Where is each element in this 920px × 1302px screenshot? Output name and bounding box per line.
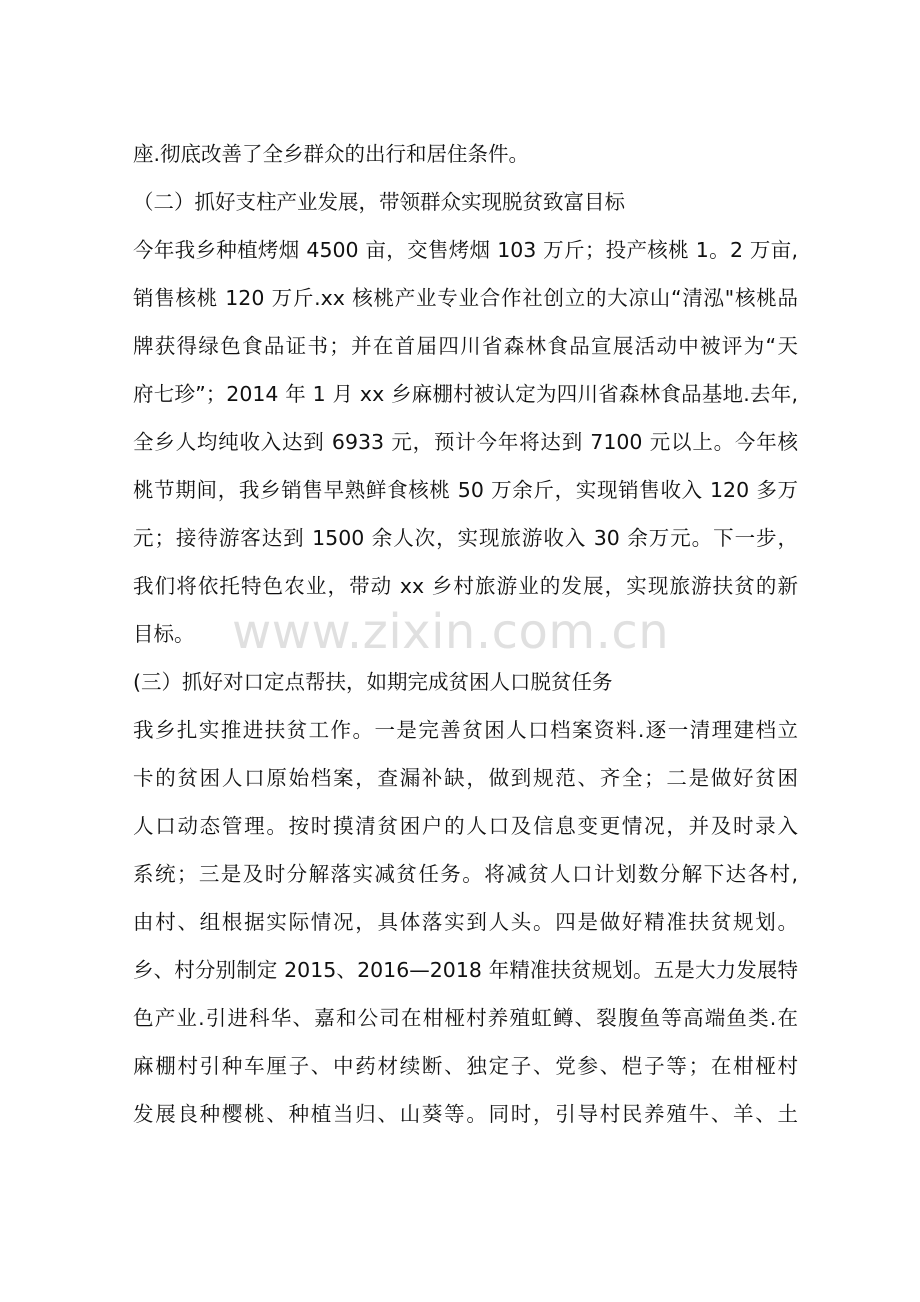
text-line: 我们将依托特色农业，带动 xx 乡村旅游业的发展，实现旅游扶贫的新 <box>133 574 798 598</box>
text-line: 色产业.引进科华、嘉和公司在柑桠村养殖虹鳟、裂腹鱼等高端鱼类.在 <box>133 1006 798 1030</box>
text-line: 由村、组根据实际情况，具体落实到人头。四是做好精准扶贫规划。 <box>133 910 798 934</box>
text-line: (三）抓好对口定点帮扶，如期完成贫困人口脱贫任务 <box>133 670 613 694</box>
watermark: www.zixin.com.cn <box>232 604 670 660</box>
text-line: （二）抓好支柱产业发展，带领群众实现脱贫致富目标 <box>133 190 625 214</box>
text-line: 销售核桃 120 万斤.xx 核桃产业专业合作社创立的大凉山“清泓"核桃品 <box>133 286 798 310</box>
text-line: 今年我乡种植烤烟 4500 亩，交售烤烟 103 万斤；投产核桃 1。2 万亩, <box>133 238 798 262</box>
text-line: 牌获得绿色食品证书；并在首届四川省森林食品宣展活动中被评为“天 <box>133 334 798 358</box>
text-line: 桃节期间，我乡销售早熟鲜食核桃 50 万余斤，实现销售收入 120 多万 <box>133 478 798 502</box>
document-body <box>133 130 798 1138</box>
text-line: 人口动态管理。按时摸清贫困户的人口及信息变更情况，并及时录入 <box>133 814 798 838</box>
text-line: 元；接待游客达到 1500 余人次，实现旅游收入 30 余万元。下一步， <box>133 526 798 550</box>
text-line: 麻棚村引种车厘子、中药材续断、独定子、党参、桤子等；在柑桠村 <box>133 1054 798 1078</box>
text-line: 目标。 <box>133 622 195 646</box>
text-line: 府七珍”；2014 年 1 月 xx 乡麻棚村被认定为四川省森林食品基地.去年, <box>133 382 798 406</box>
text-line: 我乡扎实推进扶贫工作。一是完善贫困人口档案资料.逐一清理建档立 <box>133 718 798 742</box>
text-line: 乡、村分别制定 2015、2016—2018 年精准扶贫规划。五是大力发展特 <box>133 958 798 982</box>
text-line: 发展良种樱桃、种植当归、山葵等。同时，引导村民养殖牛、羊、土 <box>133 1102 798 1126</box>
text-line: 全乡人均纯收入达到 6933 元，预计今年将达到 7100 元以上。今年核 <box>133 430 798 454</box>
text-line: 卡的贫困人口原始档案，查漏补缺，做到规范、齐全；二是做好贫困 <box>133 766 798 790</box>
text-line: 系统；三是及时分解落实减贫任务。将减贫人口计划数分解下达各村, <box>133 862 798 886</box>
text-line: 座.彻底改善了全乡群众的出行和居住条件。 <box>133 142 530 166</box>
